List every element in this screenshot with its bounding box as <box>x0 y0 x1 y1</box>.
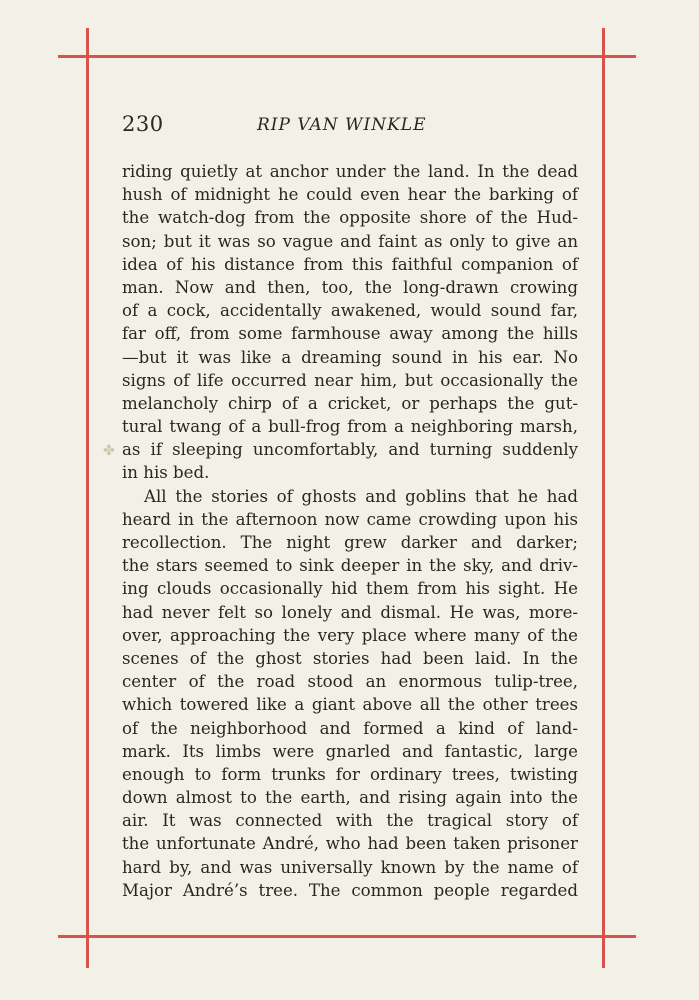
text-line: over, approaching the very place where many of the <box>122 625 578 645</box>
text-line: signs of life occurred near him, but occasionally the <box>122 370 578 390</box>
text-line: mark. Its limbs were gnarled and fantastic, large <box>122 741 578 761</box>
text-line: —but it was like a dreaming sound in his ear. No <box>122 347 578 367</box>
page-header <box>122 112 578 142</box>
text-line: center of the road stood an enormous tulip-tree, <box>122 672 578 692</box>
text-line: of the neighborhood and formed a kind of land- <box>122 718 578 738</box>
body-text <box>122 160 578 902</box>
border-right-rule <box>602 28 605 968</box>
margin-ornament-icon: ✤ <box>103 443 115 459</box>
text-line: scenes of the ghost stories had been laid. In the <box>122 648 578 668</box>
text-line: son; but it was so vague and faint as only to give an <box>122 231 578 251</box>
text-line: hush of midnight he could even hear the barking of <box>122 185 578 205</box>
paragraph <box>122 160 578 485</box>
text-line: recollection. The night grew darker and darker; <box>122 533 578 552</box>
page-number: 230 <box>122 112 164 136</box>
border-bottom-rule <box>58 935 636 938</box>
text-line: the watch-dog from the opposite shore of the Hud- <box>122 208 578 228</box>
text-line: as if sleeping uncomfortably, and turning suddenly <box>122 440 578 460</box>
text-line: ing clouds occasionally hid them from his sight. He <box>122 579 578 599</box>
text-line: All the stories of ghosts and goblins that he had <box>144 486 578 506</box>
text-line: far off, from some farmhouse away among the hills <box>122 324 578 344</box>
text-line: man. Now and then, too, the long-drawn crowing <box>122 277 578 297</box>
text-line: riding quietly at anchor under the land. In the dead <box>122 162 578 181</box>
text-line: the unfortunate André, who had been taken prisoner <box>122 834 578 854</box>
text-line: hard by, and was universally known by the name of <box>122 857 578 877</box>
paragraph <box>122 485 578 902</box>
text-line: which towered like a giant above all the other trees <box>122 695 578 715</box>
text-line: enough to form trunks for ordinary trees, twisting <box>122 764 578 784</box>
text-line: down almost to the earth, and rising again into the <box>122 788 578 808</box>
text-line: the stars seemed to sink deeper in the sky, and driv- <box>122 556 578 576</box>
border-left-rule <box>86 28 89 968</box>
running-head: RIP VAN WINKLE <box>257 115 427 135</box>
text-line: Major André’s tree. The common people regarded <box>122 880 578 900</box>
text-line: melancholy chirp of a cricket, or perhaps the gut- <box>122 393 578 413</box>
text-line: in his bed. <box>122 463 210 483</box>
text-line: had never felt so lonely and dismal. He was, more- <box>122 602 578 622</box>
text-line: air. It was connected with the tragical story of <box>122 811 578 831</box>
text-line: idea of his distance from this faithful companion of <box>122 254 578 274</box>
text-line: tural twang of a bull-frog from a neighboring marsh, <box>122 417 578 437</box>
text-line: heard in the afternoon now came crowding upon his <box>122 509 578 529</box>
text-line: of a cock, accidentally awakened, would sound far, <box>122 301 578 321</box>
border-top-rule <box>58 55 636 58</box>
